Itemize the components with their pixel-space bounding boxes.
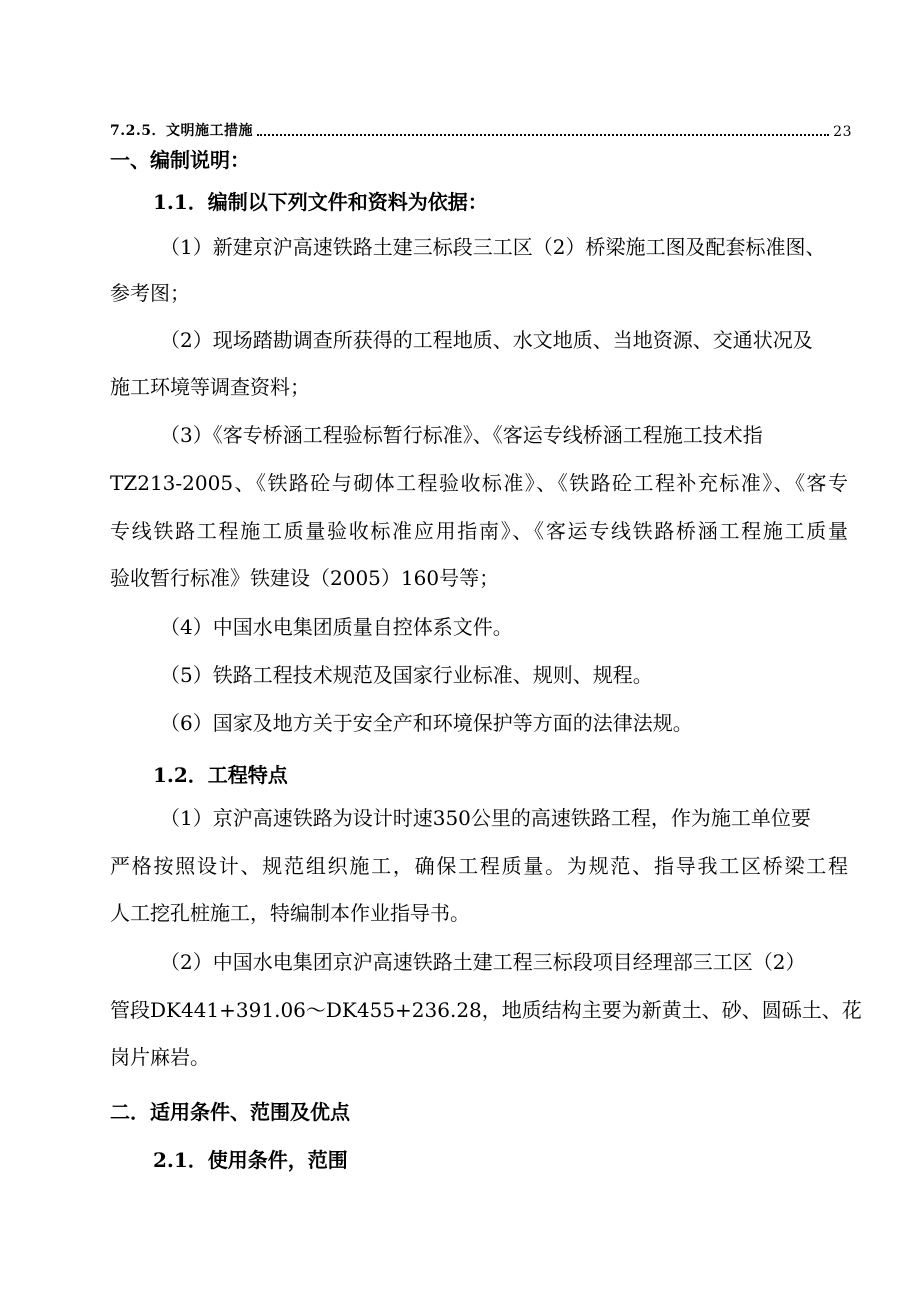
paragraph-line: （1）京沪高速铁路为设计时速350公里的高速铁路工程，作为施工单位要 bbox=[160, 806, 811, 830]
paragraph-line: （3）《客专桥涵工程验标暂行标准》、《客运专线桥涵工程施工技术指 bbox=[160, 423, 763, 447]
paragraph-line: 管段DK441+391.06～DK455+236.28，地质结构主要为新黄土、砂、圆砾土、花 bbox=[110, 998, 862, 1022]
paragraph-line: TZ213-2005、《铁路砼与砌体工程验收标准》、《铁路砼工程补充标准》、《客专 bbox=[110, 471, 848, 495]
paragraph-line: （4）中国水电集团质量自控体系文件。 bbox=[160, 615, 513, 639]
paragraph-line: （5）铁路工程技术规范及国家行业标准、规则、规程。 bbox=[160, 663, 653, 687]
section-heading-1: 一、编制说明： bbox=[110, 148, 250, 172]
paragraph-line: 严格按照设计、规范组织施工，确保工程质量。为规范、指导我工区桥梁工程 bbox=[110, 854, 848, 878]
toc-entry-title: 7.2.5．文明施工措施 bbox=[110, 123, 253, 139]
paragraph-line: 施工环境等调查资料； bbox=[110, 375, 310, 399]
paragraph-line: 验收暂行标准》铁建设（2005）160号等； bbox=[110, 566, 500, 590]
section-heading-2: 二．适用条件、范围及优点 bbox=[110, 1100, 350, 1124]
toc-entry-page: 23 bbox=[833, 124, 852, 140]
toc-entry[interactable] bbox=[110, 118, 852, 140]
toc-leader-dots bbox=[257, 134, 829, 136]
subsection-heading-2-1: 2.1．使用条件，范围 bbox=[153, 1148, 348, 1172]
paragraph-line: （2）现场踏勘调查所获得的工程地质、水文地质、当地资源、交通状况及 bbox=[160, 328, 813, 352]
paragraph-line: （2）中国水电集团京沪高速铁路土建工程三标段项目经理部三工区（2） bbox=[160, 950, 806, 974]
paragraph-line: （1）新建京沪高速铁路土建三标段三工区（2）桥梁施工图及配套标准图、 bbox=[160, 235, 826, 259]
paragraph-line: 参考图； bbox=[110, 281, 190, 305]
subsection-heading-1-2: 1.2．工程特点 bbox=[153, 763, 288, 787]
paragraph-line: （6）国家及地方关于安全产和环境保护等方面的法律法规。 bbox=[160, 711, 693, 735]
paragraph-line: 人工挖孔桩施工，特编制本作业指导书。 bbox=[110, 901, 470, 925]
paragraph-line: 专线铁路工程施工质量验收标准应用指南》、《客运专线铁路桥涵工程施工质量 bbox=[110, 519, 848, 543]
subsection-heading-1-1: 1.1．编制以下列文件和资料为依据： bbox=[153, 190, 488, 214]
paragraph-line: 岗片麻岩。 bbox=[110, 1045, 210, 1069]
